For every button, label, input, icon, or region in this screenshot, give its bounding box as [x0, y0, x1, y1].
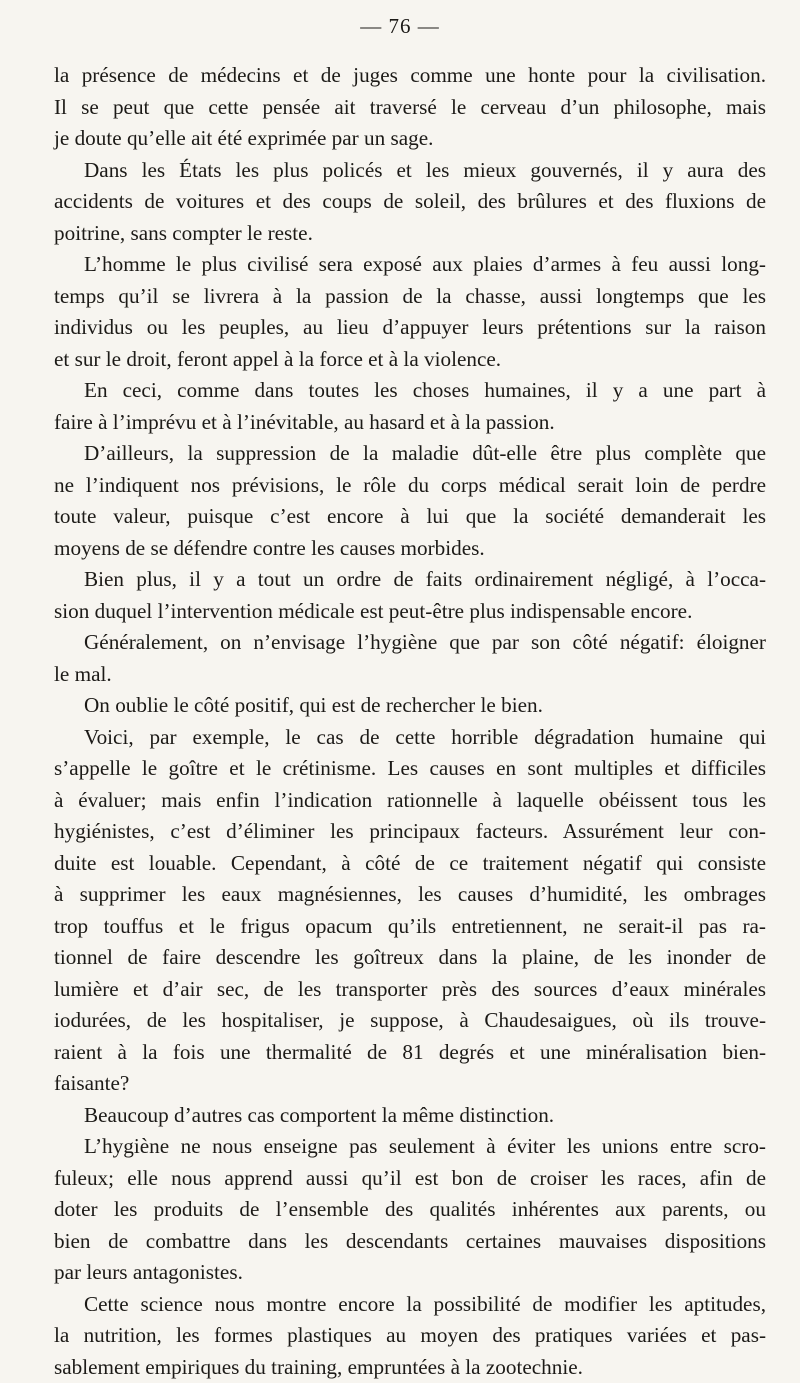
text-line: duite est louable. Cependant, à côté de ce traitement négatif qui consiste	[54, 848, 766, 880]
text-line: Généralement, on n’envisage l’hygiène que par son côté négatif: éloigner	[54, 627, 766, 659]
text-line: Dans les États les plus policés et les mieux gouvernés, il y aura des	[54, 155, 766, 187]
text-line: à supprimer les eaux magnésiennes, les causes d’humidité, les ombrages	[54, 879, 766, 911]
text-line: moyens de se défendre contre les causes morbides.	[54, 533, 766, 565]
text-line: iodurées, de les hospitaliser, je suppose, à Chaudesaigues, où ils trouve-	[54, 1005, 766, 1037]
text-line: lumière et d’air sec, de les transporter près des sources d’eaux minérales	[54, 974, 766, 1006]
text-line: L’homme le plus civilisé sera exposé aux plaies d’armes à feu aussi long-	[54, 249, 766, 281]
text-line: s’appelle le goître et le crétinisme. Les causes en sont multiples et difficiles	[54, 753, 766, 785]
text-line: trop touffus et le frigus opacum qu’ils entretiennent, ne serait-il pas ra-	[54, 911, 766, 943]
text-line: Bien plus, il y a tout un ordre de faits ordinairement négligé, à l’occa-	[54, 564, 766, 596]
text-line: Il se peut que cette pensée ait traversé le cerveau d’un philosophe, mais	[54, 92, 766, 124]
text-line: Voici, par exemple, le cas de cette horrible dégradation humaine qui	[54, 722, 766, 754]
text-line: sablement empiriques du training, empruntées à la zootechnie.	[54, 1352, 766, 1383]
text-line: D’ailleurs, la suppression de la maladie dût-elle être plus complète que	[54, 438, 766, 470]
text-line: L’hygiène ne nous enseigne pas seulement à éviter les unions entre scro-	[54, 1131, 766, 1163]
text-line: Cette science nous montre encore la possibilité de modifier les aptitudes,	[54, 1289, 766, 1321]
text-line: doter les produits de l’ensemble des qualités inhérentes aux parents, ou	[54, 1194, 766, 1226]
text-line: temps qu’il se livrera à la passion de la chasse, aussi longtemps que les	[54, 281, 766, 313]
text-line: En ceci, comme dans toutes les choses humaines, il y a une part à	[54, 375, 766, 407]
body-text	[54, 60, 766, 1383]
text-line: poitrine, sans compter le reste.	[54, 218, 766, 250]
text-line: accidents de voitures et des coups de soleil, des brûlures et des fluxions de	[54, 186, 766, 218]
text-line: par leurs antagonistes.	[54, 1257, 766, 1289]
text-line: faire à l’imprévu et à l’inévitable, au hasard et à la passion.	[54, 407, 766, 439]
text-line: toute valeur, puisque c’est encore à lui que la société demanderait les	[54, 501, 766, 533]
text-line: raient à la fois une thermalité de 81 degrés et une minéralisation bien-	[54, 1037, 766, 1069]
text-line: faisante?	[54, 1068, 766, 1100]
text-line: et sur le droit, feront appel à la force et à la violence.	[54, 344, 766, 376]
text-line: fuleux; elle nous apprend aussi qu’il est bon de croiser les races, afin de	[54, 1163, 766, 1195]
text-line: hygiénistes, c’est d’éliminer les principaux facteurs. Assurément leur con-	[54, 816, 766, 848]
text-line: individus ou les peuples, au lieu d’appuyer leurs prétentions sur la raison	[54, 312, 766, 344]
text-line: la nutrition, les formes plastiques au moyen des pratiques variées et pas-	[54, 1320, 766, 1352]
text-line: sion duquel l’intervention médicale est peut-être plus indispensable encore.	[54, 596, 766, 628]
text-line: ne l’indiquent nos prévisions, le rôle du corps médical serait loin de perdre	[54, 470, 766, 502]
text-line: On oublie le côté positif, qui est de rechercher le bien.	[54, 690, 766, 722]
text-line: tionnel de faire descendre les goîtreux dans la plaine, de les inonder de	[54, 942, 766, 974]
text-line: le mal.	[54, 659, 766, 691]
text-line: Beaucoup d’autres cas comportent la même distinction.	[54, 1100, 766, 1132]
text-line: à évaluer; mais enfin l’indication rationnelle à laquelle obéissent tous les	[54, 785, 766, 817]
text-line: bien de combattre dans les descendants certaines mauvaises dispositions	[54, 1226, 766, 1258]
text-line: la présence de médecins et de juges comme une honte pour la civilisation.	[54, 60, 766, 92]
page-number: — 76 —	[0, 14, 800, 39]
text-line: je doute qu’elle ait été exprimée par un sage.	[54, 123, 766, 155]
